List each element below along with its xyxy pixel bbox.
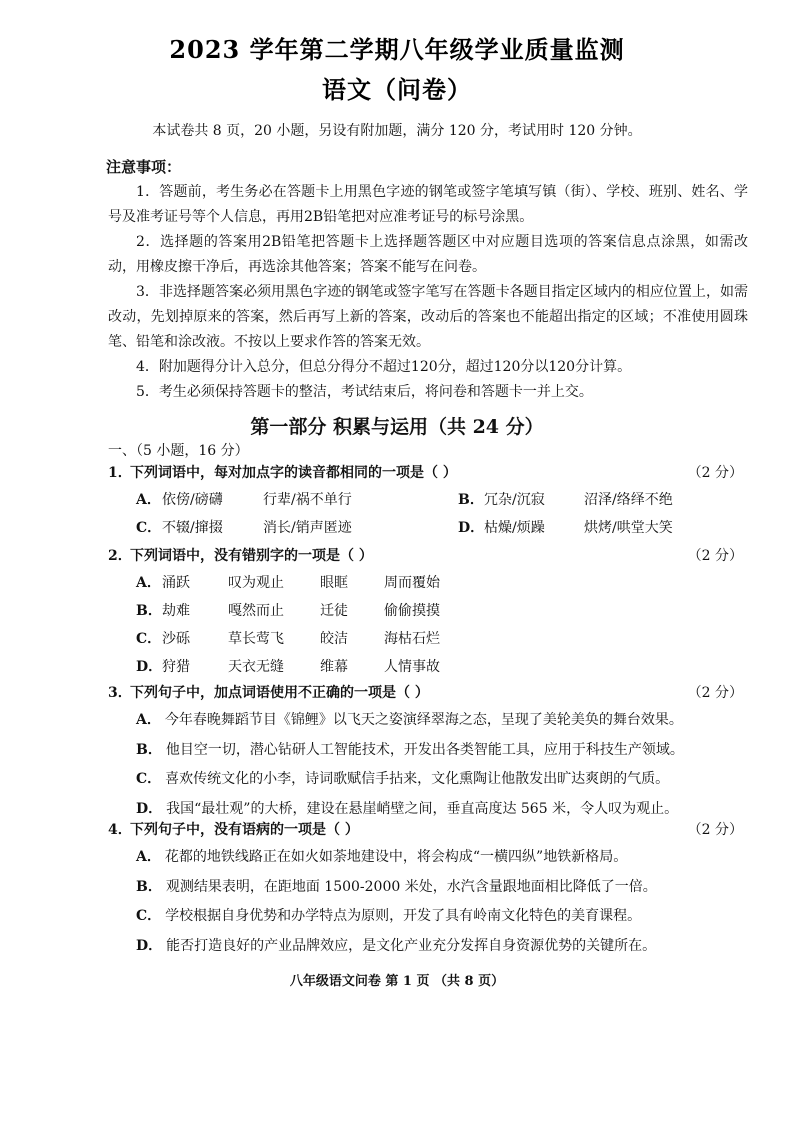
question-stem xyxy=(108,817,743,843)
question-1 xyxy=(108,460,743,542)
option-label: B． xyxy=(136,741,162,758)
note-item: 2．选择题的答案用2B铅笔把答题卡上选择题答题区中对应题目选项的答案信息点涂黑，如需改动，用橡皮擦干净后，再选涂其他答案；答案不能写在问卷。 xyxy=(108,234,748,275)
question-points: （2 分） xyxy=(687,685,743,701)
option-text: 喜欢传统文化的小李，诗词歌赋信手拈来，文化熏陶让他散发出旷达爽朗的气质。 xyxy=(165,771,670,787)
option-label: D． xyxy=(458,520,485,536)
option-label: C． xyxy=(136,908,162,924)
note-item: 4．附加题得分计入总分，但总分得分不超过120分，超过120分以120分计算。 xyxy=(136,359,632,375)
option-label: C． xyxy=(136,771,162,787)
exam-subtitle: 语文（问卷） xyxy=(322,75,472,104)
option-sentence xyxy=(108,765,743,795)
option-word: 枯燥/烦躁 xyxy=(484,520,545,536)
option-word: 皎洁 xyxy=(320,631,348,647)
option-row xyxy=(108,486,743,514)
option-word: 不辍/撺掇 xyxy=(162,520,223,536)
option-word: 嘎然而止 xyxy=(228,603,284,619)
question-3 xyxy=(108,680,743,824)
exam-title: 2023 学年第二学期八年级学业质量监测 xyxy=(169,35,625,64)
exam-intro: 本试卷共 8 页，20 小题，另设有附加题，满分 120 分，考试用时 120 分钟。 xyxy=(152,123,642,139)
option-label: D． xyxy=(136,800,163,817)
option-text: 我国“最壮观”的大桥，建设在悬崖峭壁之间，垂直高度达 565 米，令人叹为观止。 xyxy=(166,800,679,817)
option-word: 偷偷摸摸 xyxy=(384,603,440,619)
option-text: 能否打造良好的产业品牌效应，是文化产业充分发挥自身资源优势的关键所在。 xyxy=(166,937,657,954)
option-row xyxy=(108,597,743,625)
question-text: 下列词语中，每对加点字的读音都相同的一项是（ ） xyxy=(130,465,457,481)
notes-heading: 注意事项： xyxy=(106,158,182,176)
option-word: 依傍/磅礴 xyxy=(162,492,223,508)
option-row xyxy=(108,514,743,542)
option-word: 周而覆始 xyxy=(384,575,440,591)
question-number: 4． xyxy=(108,822,132,838)
option-label: A． xyxy=(136,575,161,591)
option-row xyxy=(108,625,743,653)
option-word: 迁徒 xyxy=(320,603,348,619)
option-word: 冗杂/沉寂 xyxy=(484,492,545,508)
option-word: 行辈/祸不单行 xyxy=(263,492,352,508)
option-word: 劫难 xyxy=(162,603,190,619)
question-text: 下列句子中，加点词语使用不正确的一项是（ ） xyxy=(130,685,429,701)
option-label: A． xyxy=(136,712,161,728)
option-word: 维幕 xyxy=(320,659,348,675)
option-label: C． xyxy=(136,631,162,647)
option-sentence xyxy=(108,843,743,873)
question-4 xyxy=(108,817,743,961)
option-text: 花都的地铁线路正在如火如荼地建设中，将会构成“一横四纵”地铁新格局。 xyxy=(164,849,628,865)
option-text: 他目空一切，潜心钻研人工智能技术，开发出各类智能工具，应用于科技生产领域。 xyxy=(165,741,684,758)
question-2 xyxy=(108,543,743,681)
option-sentence xyxy=(108,706,743,736)
option-word: 叹为观止 xyxy=(228,575,284,591)
option-label: B． xyxy=(136,878,162,895)
question-text: 下列词语中，没有错别字的一项是（ ） xyxy=(130,548,373,564)
page-footer: 八年级语文问卷 第 1 页 （共 8 页） xyxy=(289,974,505,989)
option-word: 眼眶 xyxy=(320,575,348,591)
question-stem xyxy=(108,460,743,486)
section-heading: 一、（5 小题，16 分） xyxy=(108,443,249,459)
option-row xyxy=(108,653,743,681)
option-word: 涌跃 xyxy=(162,575,190,591)
question-number: 2． xyxy=(108,548,132,564)
option-sentence xyxy=(108,902,743,932)
option-word: 消长/销声匿迹 xyxy=(263,520,352,536)
part-heading: 第一部分 积累与运用（共 24 分） xyxy=(250,416,544,438)
note-item: 5．考生必须保持答题卡的整洁，考试结束后，将问卷和答题卡一并上交。 xyxy=(136,384,593,400)
option-word: 海枯石烂 xyxy=(384,631,440,647)
question-stem xyxy=(108,680,743,706)
question-text: 下列句子中，没有语病的一项是（ ） xyxy=(130,822,359,838)
question-points: （2 分） xyxy=(687,822,743,838)
note-item: 3．非选择题答案必须用黑色字迹的钢笔或签字笔写在答题卡各题目指定区域内的相应位置上，如需改动，先划掉原来的答案，然后再写上新的答案，改动后的答案也不能超出指定的区域；不准使用圆珠笔、铅笔和涂改液。不按以上要求作答的答案无效。 xyxy=(108,284,748,350)
option-label: C． xyxy=(136,520,162,536)
option-text: 观测结果表明，在距地面 1500-2000 米处，水汽含量跟地面相比降低了一倍。 xyxy=(165,878,657,895)
option-text: 学校根据自身优势和办学特点为原则，开发了具有岭南文化特色的美育课程。 xyxy=(165,908,642,924)
option-label: D． xyxy=(136,659,163,675)
option-label: B． xyxy=(136,603,162,619)
option-text: 今年春晚舞蹈节目《锦鲤》以飞天之姿演绎翠海之态，呈现了美轮美奂的舞台效果。 xyxy=(164,712,683,728)
question-points: （2 分） xyxy=(687,548,743,564)
option-sentence xyxy=(108,873,743,903)
question-number: 3． xyxy=(108,685,132,701)
option-word: 烘烤/哄堂大笑 xyxy=(584,520,673,536)
option-label: A． xyxy=(136,849,161,865)
question-stem xyxy=(108,543,743,569)
note-item: 1．答题前，考生务必在答题卡上用黑色字迹的钢笔或签字笔填写镇（街）、学校、班别、姓名、学号及准考证号等个人信息，再用2B铅笔把对应准考证号的标号涂黑。 xyxy=(108,184,748,225)
question-number: 1． xyxy=(108,465,132,481)
option-word: 人情事故 xyxy=(384,659,440,675)
option-sentence xyxy=(108,736,743,766)
option-label: A． xyxy=(136,492,161,508)
option-sentence xyxy=(108,932,743,962)
notes-list xyxy=(108,180,748,405)
option-word: 沙砾 xyxy=(162,631,190,647)
option-word: 草长莺飞 xyxy=(228,631,284,647)
option-word: 沼泽/络绎不绝 xyxy=(584,492,673,508)
option-label: B． xyxy=(458,492,484,508)
question-points: （2 分） xyxy=(687,465,743,481)
option-label: D． xyxy=(136,937,163,954)
option-row xyxy=(108,569,743,597)
option-word: 狩猎 xyxy=(162,659,190,675)
option-word: 天衣无缝 xyxy=(228,659,284,675)
